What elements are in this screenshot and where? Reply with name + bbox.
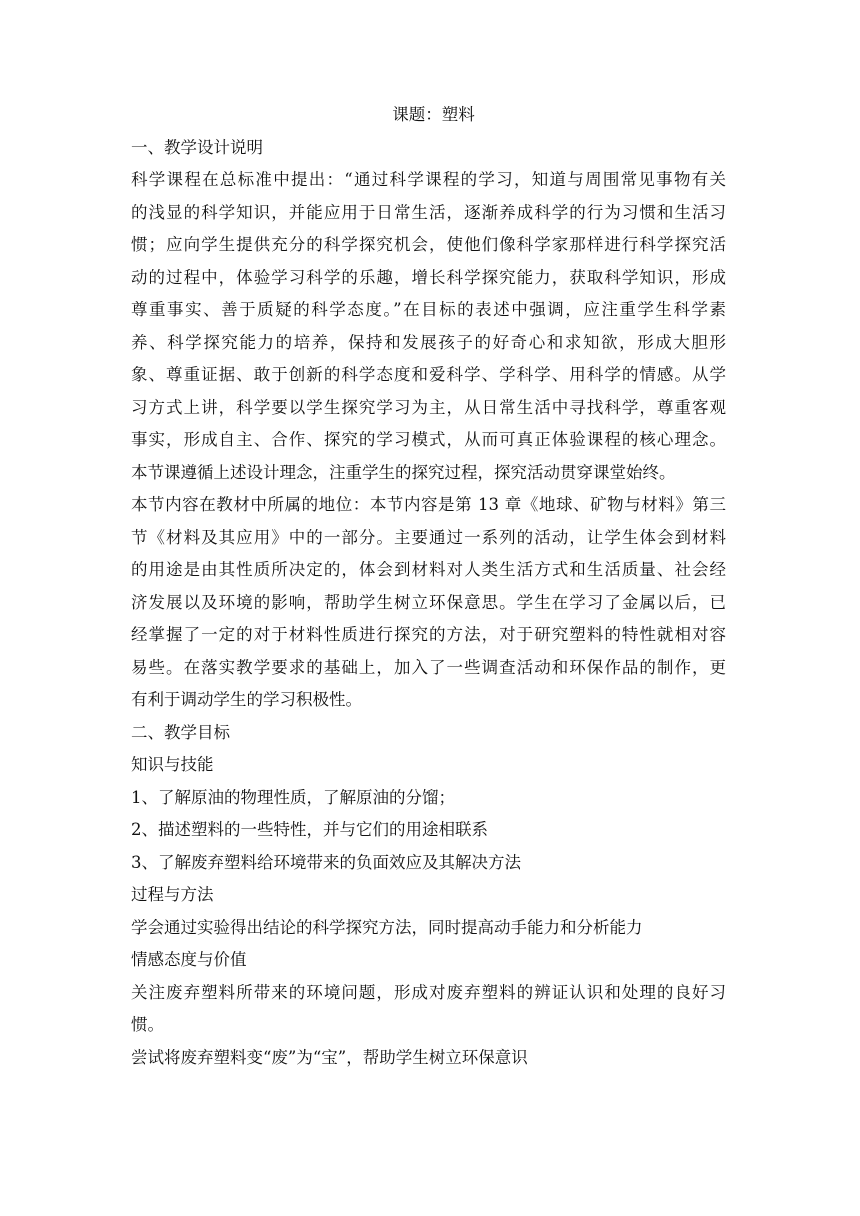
paragraph-line: 本节内容在教材中所属的地位：本节内容是第 13 章《地球、矿物与材料》第三	[131, 495, 726, 514]
subheading-knowledge: 知识与技能	[131, 755, 214, 774]
subheading-process: 过程与方法	[131, 885, 214, 904]
paragraph-design-rationale	[131, 164, 726, 489]
paragraph-line: 惯；应向学生提供充分的科学探究机会，使他们像科学家那样进行科学探究活	[131, 235, 726, 254]
list-item: 2、描述塑料的一些特性，并与它们的用途相联系	[131, 820, 488, 839]
section-heading-objectives: 二、教学目标	[131, 722, 230, 742]
section-heading-design: 一、教学设计说明	[131, 137, 263, 157]
paragraph-line: 养、科学探究能力的培养，保持和发展孩子的好奇心和求知欲，形成大胆形	[131, 332, 726, 352]
paragraph-line: 经掌握了一定的对于材料性质进行探究的方法，对于研究塑料的特性就相对容	[131, 625, 726, 644]
paragraph-line: 动的过程中，体验学习科学的乐趣，增长科学探究能力，获取科学知识，形成	[131, 267, 726, 287]
paragraph-line: 的浅显的科学知识，并能应用于日常生活，逐渐养成科学的行为习惯和生活习	[131, 202, 726, 222]
list-item: 3、了解废弃塑料给环境带来的负面效应及其解决方法	[131, 852, 521, 872]
paragraph-line: 有利于调动学生的学习积极性。	[131, 690, 362, 709]
paragraph-content-position	[131, 489, 726, 717]
paragraph-line: 的用途是由其性质所决定的，体会到材料对人类生活方式和生活质量、社会经	[131, 560, 726, 579]
paragraph-line: 尊重事实、善于质疑的科学态度。”在目标的表述中强调，应注重学生科学素	[131, 300, 726, 319]
paragraph-line: 易些。在落实教学要求的基础上，加入了一些调查活动和环保作品的制作，更	[131, 657, 726, 677]
paragraph-line: 事实，形成自主、合作、探究的学习模式，从而可真正体验课程的核心理念。	[131, 430, 726, 449]
paragraph-line: 济发展以及环境的影响，帮助学生树立环保意思。学生在学习了金属以后，已	[131, 592, 726, 612]
document-body	[131, 99, 726, 1074]
final-text: 尝试将废弃塑料变“废”为“宝”，帮助学生树立环保意识	[131, 1047, 528, 1067]
paragraph-line: 象、尊重证据、敢于创新的科学态度和爱科学、学科学、用科学的情感。从学	[131, 365, 726, 384]
attitude-line: 惯。	[131, 1015, 164, 1034]
document-title: 课题：塑料	[392, 105, 475, 124]
paragraph-line: 本节课遵循上述设计理念，注重学生的探究过程，探究活动贯穿课堂始终。	[131, 462, 676, 482]
attitude-line: 关注废弃塑料所带来的环境问题，形成对废弃塑料的辨证认识和处理的良好习	[131, 982, 726, 1002]
process-text: 学会通过实验得出结论的科学探究方法，同时提高动手能力和分析能力	[131, 917, 643, 937]
list-item: 1、了解原油的物理性质，了解原油的分馏；	[131, 787, 455, 807]
subheading-attitude: 情感态度与价值	[131, 950, 247, 969]
paragraph-line: 科学课程在总标准中提出：“通过科学课程的学习，知道与周围常见事物有关	[131, 170, 726, 189]
paragraph-line: 习方式上讲，科学要以学生探究学习为主，从日常生活中寻找科学，尊重客观	[131, 397, 726, 417]
paragraph-line: 节《材料及其应用》中的一部分。主要通过一系列的活动，让学生体会到材料	[131, 527, 726, 547]
